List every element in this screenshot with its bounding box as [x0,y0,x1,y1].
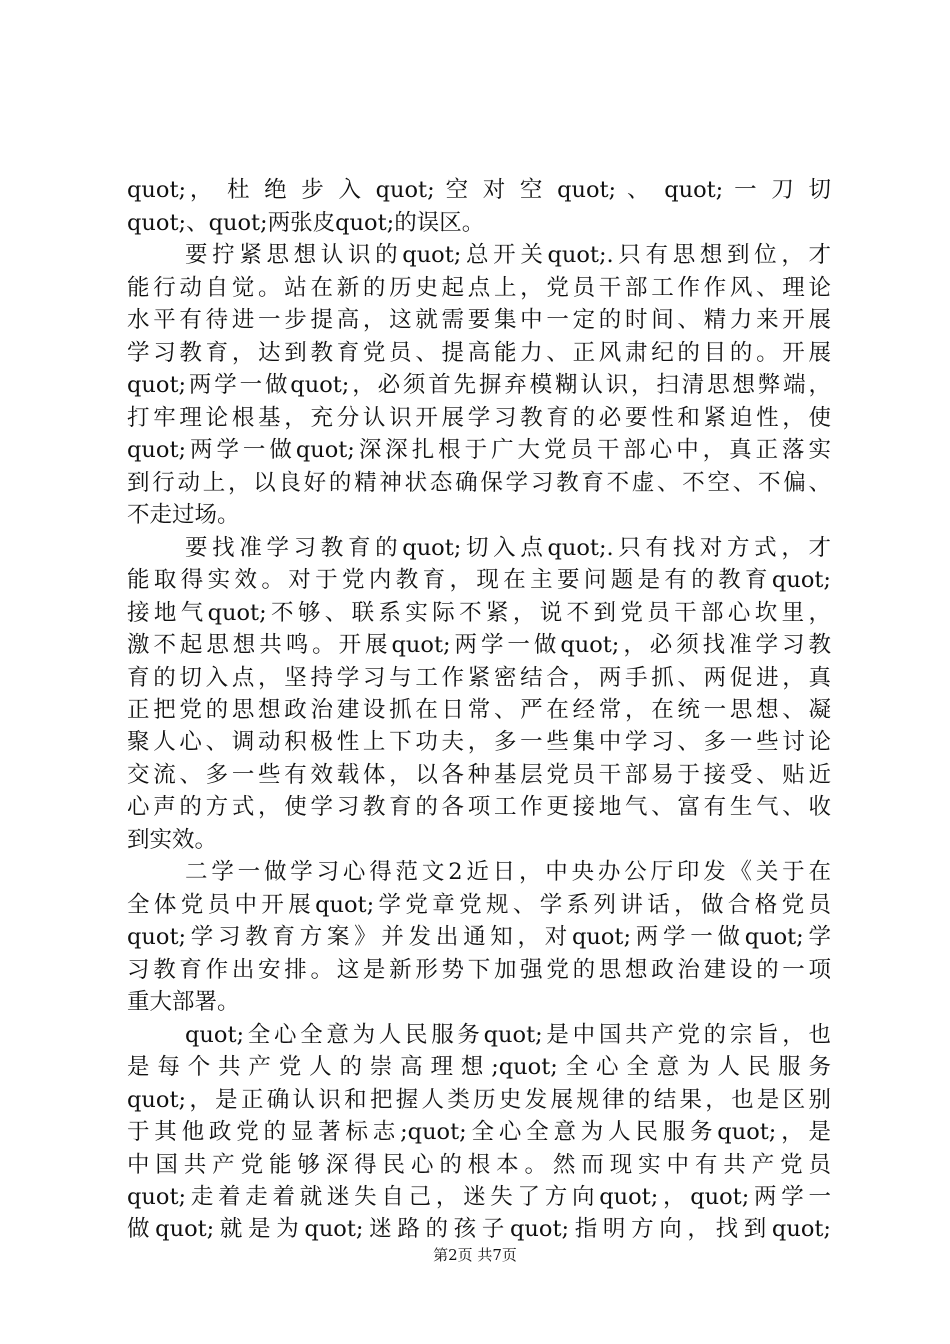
text-line: 要拧紧思想认识的quot;总开关quot;.只有思想到位，才 [185,242,831,268]
text-line: 接地气quot;不够、联系实际不紧，说不到党员干部心坎里， [127,600,831,626]
text-line: 到行动上，以良好的精神状态确保学习教育不虚、不空、不偏、 [127,470,831,496]
text-line: 到实效。 [127,827,218,853]
text-line: quot;学习教育方案》并发出通知，对quot;两学一做quot;学 [127,924,831,950]
text-line: 不走过场。 [127,502,240,528]
text-line: 是每个共产党人的崇高理想;quot;全心全意为人民服务 [127,1054,831,1080]
text-line: 中国共产党能够深得民心的根本。然而现实中有共产党员 [127,1152,831,1178]
text-line: 二学一做学习心得范文2近日，中央办公厅印发《关于在 [185,859,831,885]
text-line: 做quot;就是为quot;迷路的孩子quot;指明方向，找到quot; [127,1216,831,1242]
text-line: 交流、多一些有效载体，以各种基层党员干部易于接受、贴近 [127,762,831,788]
text-line: 心声的方式，使学习教育的各项工作更接地气、富有生气、收 [127,794,831,820]
text-line: 于其他政党的显著标志;quot;全心全意为人民服务quot;，是 [127,1119,831,1145]
text-line: quot;、quot;两张皮quot;的误区。 [127,210,485,236]
text-line: 水平有待进一步提高，这就需要集中一定的时间、精力来开展 [127,307,831,333]
text-line: 学习教育，达到教育党员、提高能力、正风肃纪的目的。开展 [127,340,831,366]
text-line: 要找准学习教育的quot;切入点quot;.只有找对方式，才 [185,535,831,561]
text-line: 正把党的思想政治建设抓在日常、严在经常，在统一思想、凝 [127,697,831,723]
page-footer: 第2页 共7页 [433,1246,517,1264]
text-line: 能行动自觉。站在新的历史起点上，党员干部工作作风、理论 [127,275,831,301]
text-line: 聚人心、调动积极性上下功夫，多一些集中学习、多一些讨论 [127,729,831,755]
text-line: 打牢理论根基，充分认识开展学习教育的必要性和紧迫性，使 [127,405,831,431]
text-line: 能取得实效。对于党内教育，现在主要问题是有的教育quot; [127,567,831,593]
text-line: 重大部署。 [127,989,240,1015]
text-line: 育的切入点，坚持学习与工作紧密结合，两手抓、两促进，真 [127,665,831,691]
text-line: 习教育作出安排。这是新形势下加强党的思想政治建设的一项 [127,957,831,983]
text-line: quot;，是正确认识和把握人类历史发展规律的结果，也是区别 [127,1087,831,1113]
text-line: 全体党员中开展quot;学党章党规、学系列讲话，做合格党员 [127,892,831,918]
text-line: quot;全心全意为人民服务quot;是中国共产党的宗旨，也 [185,1022,831,1048]
text-line: quot;， 杜 绝 步 入 quot; 空 对 空 quot; 、 quot; 一 刀 切 [127,177,831,203]
text-line: quot;走着走着就迷失自己，迷失了方向quot;，quot;两学一 [127,1184,831,1210]
text-line: quot;两学一做quot;，必须首先摒弃模糊认识，扫清思想弊端， [127,372,831,398]
text-line: 激不起思想共鸣。开展quot;两学一做quot;，必须找准学习教 [127,632,831,658]
text-line: quot;两学一做quot;深深扎根于广大党员干部心中，真正落实 [127,437,831,463]
